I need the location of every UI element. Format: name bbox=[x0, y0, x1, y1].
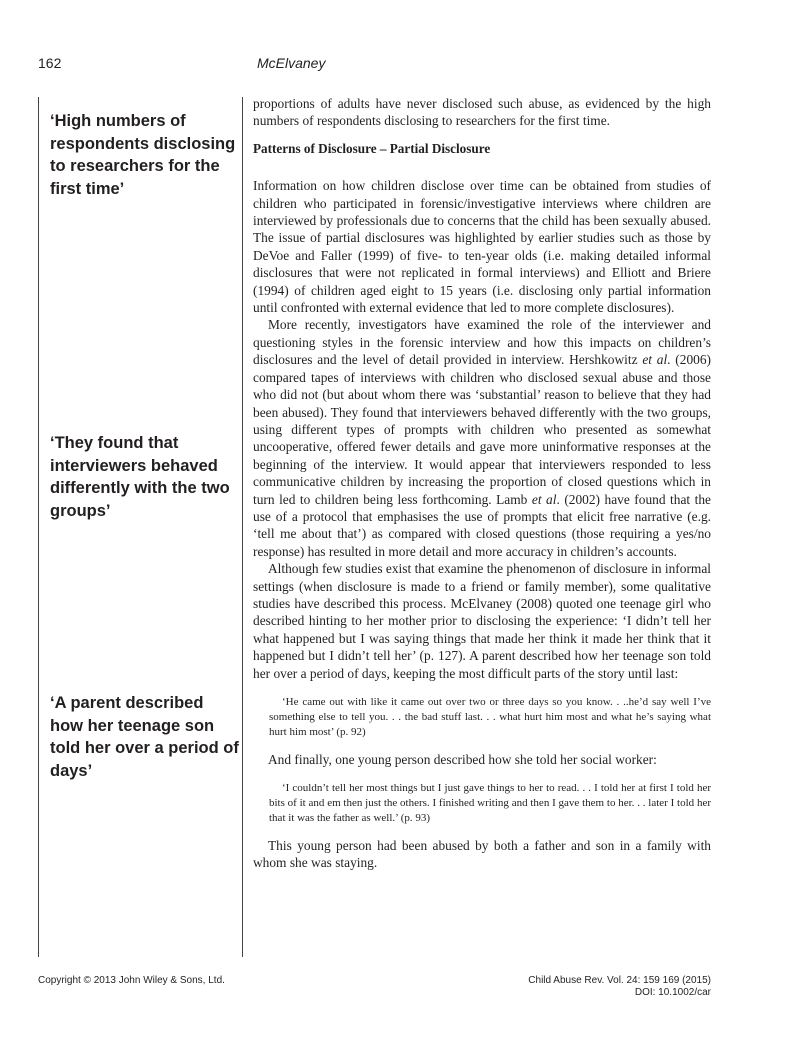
pull-quote: ‘A parent described how her teenage son told her over a period of days’ bbox=[50, 694, 239, 781]
paragraph bbox=[253, 316, 711, 560]
paragraph-text: More recently, investigators have examined the role of the interviewer and questioning styles in the forensic interview and how this impacts on children’s disclosures and the level of detail provided in interview. Hershkowitz bbox=[253, 317, 711, 368]
journal-citation bbox=[528, 975, 711, 999]
copyright-notice: Copyright © 2013 John Wiley & Sons, Ltd. bbox=[38, 975, 225, 986]
paragraph: This young person had been abused by both a father and son in a family with whom she was staying. bbox=[253, 837, 711, 871]
doi-line: DOI: 10.1002/car bbox=[634, 987, 711, 998]
paragraph: Information on how children disclose over time can be obtained from studies of children who participated in forensic/investigative interviews where children are interviewed by professionals due to concerns that the child has been sexually abused. The issue of partial disclosures was highlighted by earlier studies such as those by DeVoe and Faller (1999) of five- to ten-year olds (i.e. making detailed informal disclosures that were not replicated in formal interviews) and Elliott and Briere (1994) of children aged eight to 15 years (i.e. disclosing only partial information until confronted with external evidence that led to more complete disclosures). bbox=[253, 178, 711, 316]
left-margin-rule bbox=[38, 97, 39, 957]
paragraph-text: . (2006) compared tapes of interviews with children who disclosed sexual abuse and those who did not (but about whom there was ‘substantial’ reason to believe that they had been abused). They found that interviewers behaved differently with the two groups, using different types of prompts with children who presented as somewhat uncooperative, offered fewer details and gave more uninformative responses at the beginning of the interview. It would appear that interviewers responded to less communicative children by increasing the proportion of closed questions which in turn led to children being less forthcoming. Lamb bbox=[253, 352, 711, 507]
pull-quote: ‘They found that interviewers behaved differently with the two groups’ bbox=[50, 434, 230, 521]
paragraph: proportions of adults have never disclosed such abuse, as evidenced by the high numbers of respondents disclosing to researchers for the first time. bbox=[253, 96, 711, 129]
paragraph: And finally, one young person described how she told her social worker: bbox=[268, 751, 657, 767]
citation-line: Child Abuse Rev. Vol. 24: 159 169 (2015) bbox=[528, 975, 711, 986]
page-number: 162 bbox=[38, 55, 62, 71]
paragraph: Although few studies exist that examine the phenomenon of disclosure in informal settings (when disclosure is made to a friend or family member), some qualitative studies have described this process. McElvaney (2008) quoted one teenage girl who described hinting to her mother prior to disclosing the experience: ‘I didn’t tell her what happened but I was saying things that made her think it made her think that it happened but I didn’t tell her’ (p. 127). A parent described how her teenage son told her over a period of days, keeping the most difficult parts of the story until last: bbox=[253, 561, 711, 681]
column-divider-rule bbox=[242, 97, 243, 957]
block-quote: ‘I couldn’t tell her most things but I just gave things to her to read. . . I told her at first I told her bits of it and em then just the others. I finished writing and then I gave them to her. . . later I told her that it was the father as well.’ (p. 93) bbox=[269, 782, 711, 825]
pull-quote: ‘High numbers of respondents disclosing to researchers for the first time’ bbox=[50, 112, 236, 199]
paragraph-text: . (2002) have found that the use of a protocol that emphasises the use of prompts that elicit free narrative (e.g. ‘tell me about that’) as compared with closed questions (those requiring a yes/no response) has resulted in more detail and more accuracy in children’s accounts. bbox=[253, 491, 711, 559]
running-head-author: McElvaney bbox=[257, 55, 326, 71]
section-heading: Patterns of Disclosure – Partial Disclosure bbox=[253, 140, 491, 156]
block-quote: ‘He came out with like it came out over two or three days so you know. . ..he’d say well I’ve something else to tell you. . . the bad stuff last. . . what hurt him most and what he’s saying what hurt him most’ (p. 92) bbox=[269, 696, 711, 739]
et-al-italic: et al bbox=[531, 491, 557, 507]
main-text-column bbox=[253, 95, 711, 871]
et-al-italic: et al bbox=[642, 352, 668, 368]
